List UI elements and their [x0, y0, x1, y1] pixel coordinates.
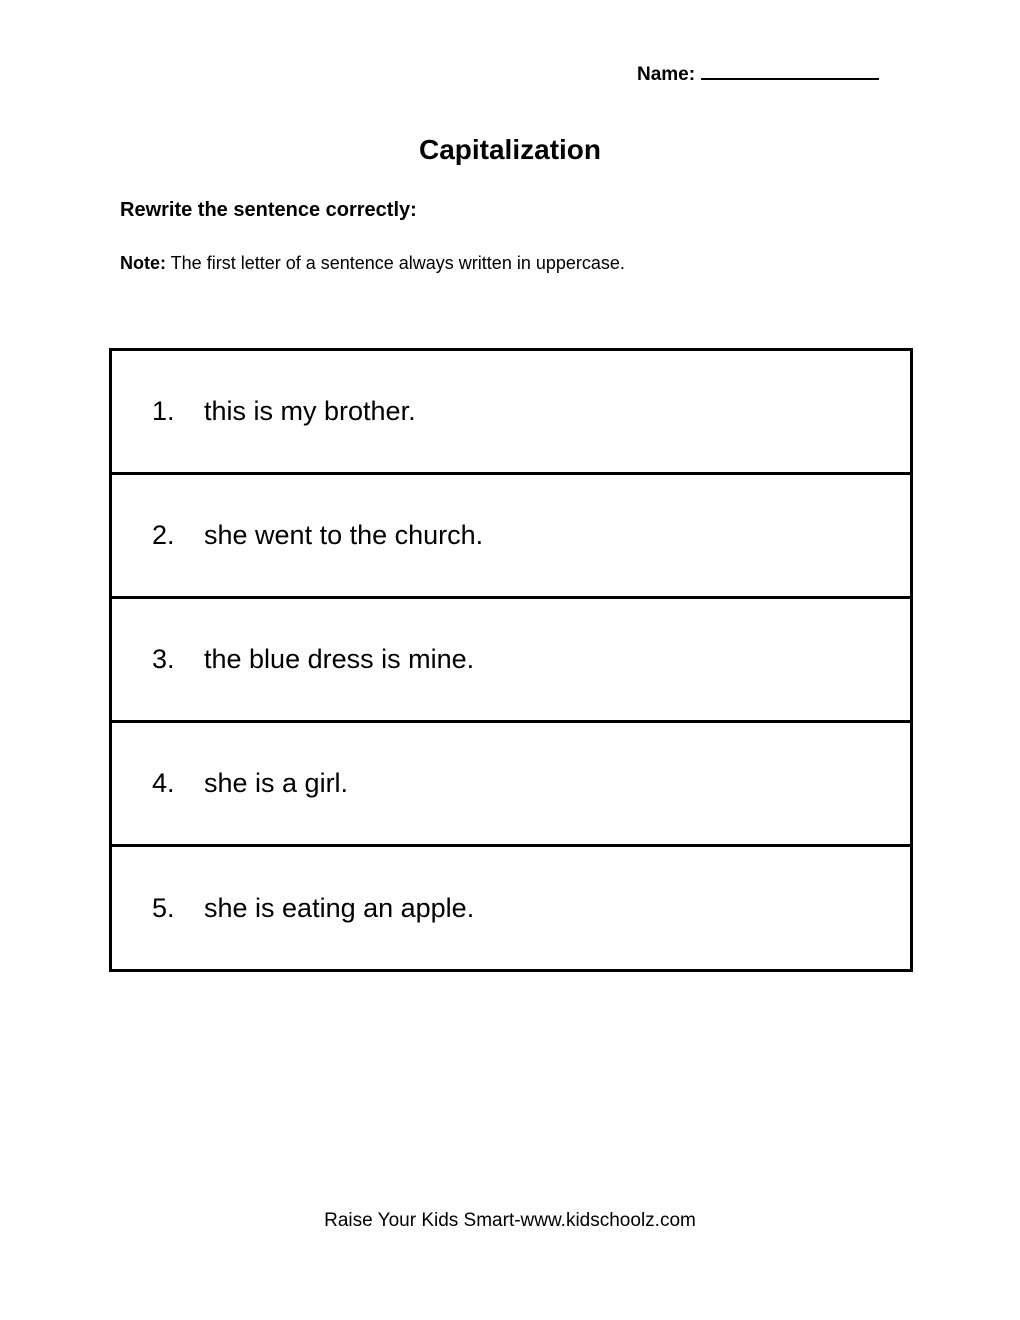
note-label: Note: [120, 253, 166, 273]
name-blank-line[interactable] [701, 62, 879, 80]
sentence-number: 2. [152, 520, 175, 550]
sentence-number: 4. [152, 768, 175, 798]
sentence-row[interactable] [112, 475, 910, 599]
sentence-text: the blue dress is mine. [204, 644, 475, 674]
sentence-row[interactable] [112, 847, 910, 969]
sentence-number: 1. [152, 396, 175, 426]
sentence-text: she is eating an apple. [204, 892, 475, 923]
sentence-text: this is my brother. [204, 396, 416, 426]
sentence-row[interactable] [112, 351, 910, 475]
sentence-table [109, 348, 913, 972]
name-label: Name: [637, 64, 696, 85]
footer-credit: Raise Your Kids Smart-www.kidschoolz.com [324, 1210, 696, 1231]
name-field[interactable] [637, 62, 879, 86]
sentence-text: she is a girl. [204, 768, 349, 798]
sentence-number: 5. [152, 892, 175, 923]
note [120, 253, 625, 274]
sentence-number: 3. [152, 644, 175, 674]
instruction-text: Rewrite the sentence correctly: [120, 199, 417, 221]
sentence-text: she went to the church. [204, 520, 484, 550]
sentence-row[interactable] [112, 599, 910, 723]
page-title: Capitalization [418, 134, 601, 165]
sentence-row[interactable] [112, 723, 910, 847]
note-text: The first letter of a sentence always written in uppercase. [166, 253, 625, 273]
